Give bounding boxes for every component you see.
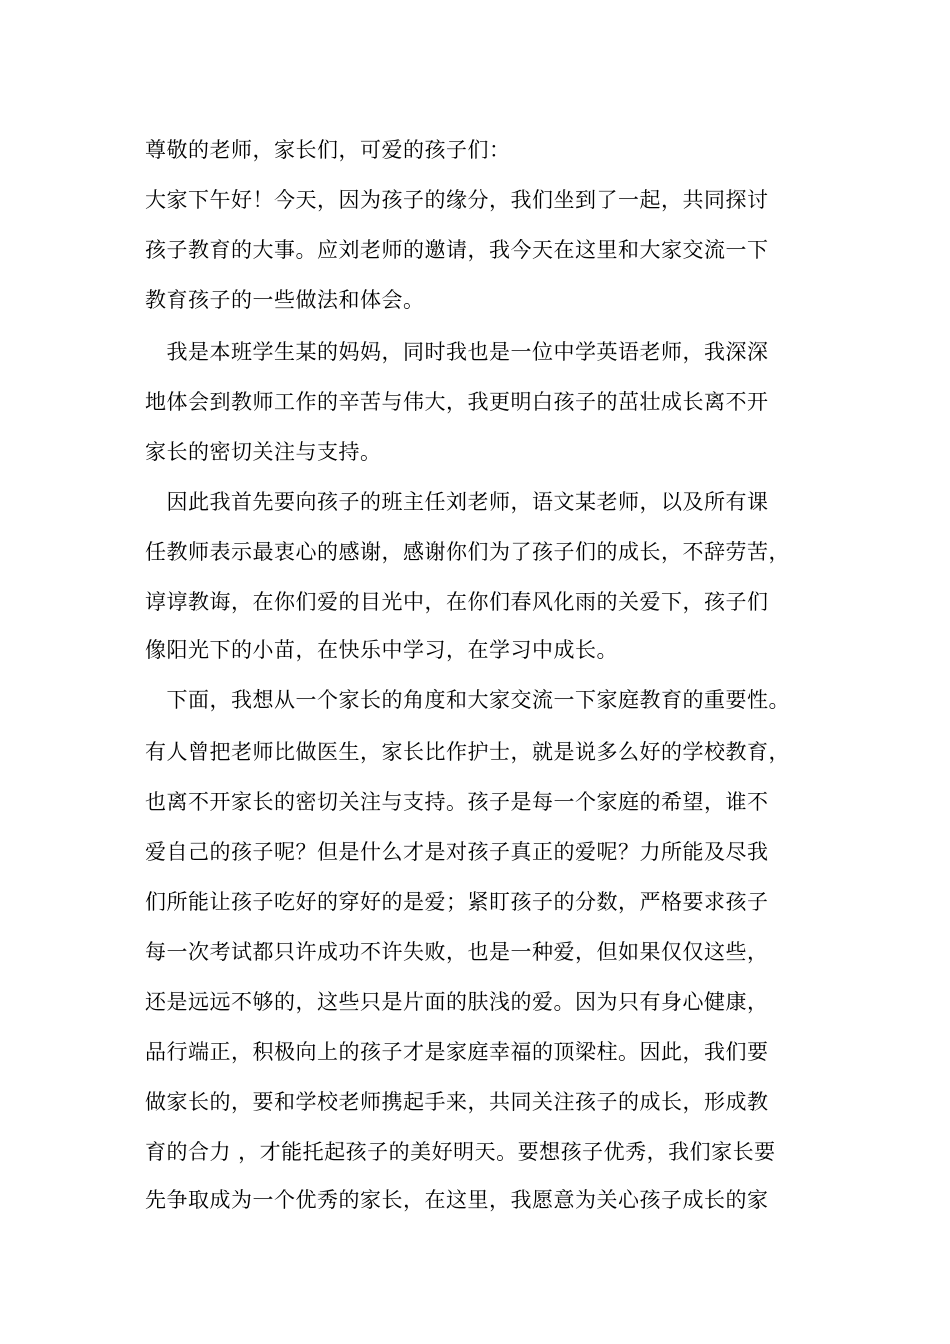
text-line: 我是本班学生某的妈妈，同时我也是一位中学英语老师，我深深	[145, 340, 769, 364]
text-line: 先争取成为一个优秀的家长，在这里，我愿意为关心孩子成长的家	[145, 1188, 769, 1212]
text-line: 每一次考试都只许成功不许失败，也是一种爱，但如果仅仅这些，	[145, 940, 769, 964]
text-line: 育的合力 ，才能托起孩子的美好明天。要想孩子优秀，我们家长要	[145, 1140, 776, 1164]
text-line: 因此我首先要向孩子的班主任刘老师，语文某老师，以及所有课	[145, 490, 769, 514]
text-line: 教育孩子的一些做法和体会。	[145, 288, 425, 312]
text-line: 们所能让孩子吃好的穿好的是爱；紧盯孩子的分数，严格要求孩子	[145, 890, 769, 914]
text-line: 孩子教育的大事。应刘老师的邀请，我今天在这里和大家交流一下	[145, 238, 769, 262]
text-line: 做家长的，要和学校老师携起手来，共同关注孩子的成长，形成教	[145, 1090, 769, 1114]
text-line: 有人曾把老师比做医生，家长比作护士，就是说多么好的学校教育，	[145, 740, 790, 764]
text-line: 还是远远不够的，这些只是片面的肤浅的爱。因为只有身心健康，	[145, 990, 769, 1014]
text-line: 下面，我想从一个家长的角度和大家交流一下家庭教育的重要性。	[145, 688, 790, 712]
text-line: 像阳光下的小苗，在快乐中学习，在学习中成长。	[145, 638, 618, 662]
text-line: 品行端正，积极向上的孩子才是家庭幸福的顶梁柱。因此，我们要	[145, 1040, 769, 1064]
text-line: 地体会到教师工作的辛苦与伟大，我更明白孩子的茁壮成长离不开	[145, 390, 769, 414]
text-line: 家长的密切关注与支持。	[145, 440, 382, 464]
text-line: 谆谆教诲，在你们爱的目光中，在你们春风化雨的关爱下，孩子们	[145, 590, 769, 614]
text-line: 爱自己的孩子呢？但是什么才是对孩子真正的爱呢？力所能及尽我	[145, 840, 769, 864]
greeting-line: 尊敬的老师，家长们，可爱的孩子们：	[145, 138, 511, 162]
text-line: 大家下午好！今天，因为孩子的缘分，我们坐到了一起，共同探讨	[145, 188, 769, 212]
text-line: 任教师表示最衷心的感谢，感谢你们为了孩子们的成长，不辞劳苦，	[145, 540, 790, 564]
text-line: 也离不开家长的密切关注与支持。孩子是每一个家庭的希望，谁不	[145, 790, 769, 814]
